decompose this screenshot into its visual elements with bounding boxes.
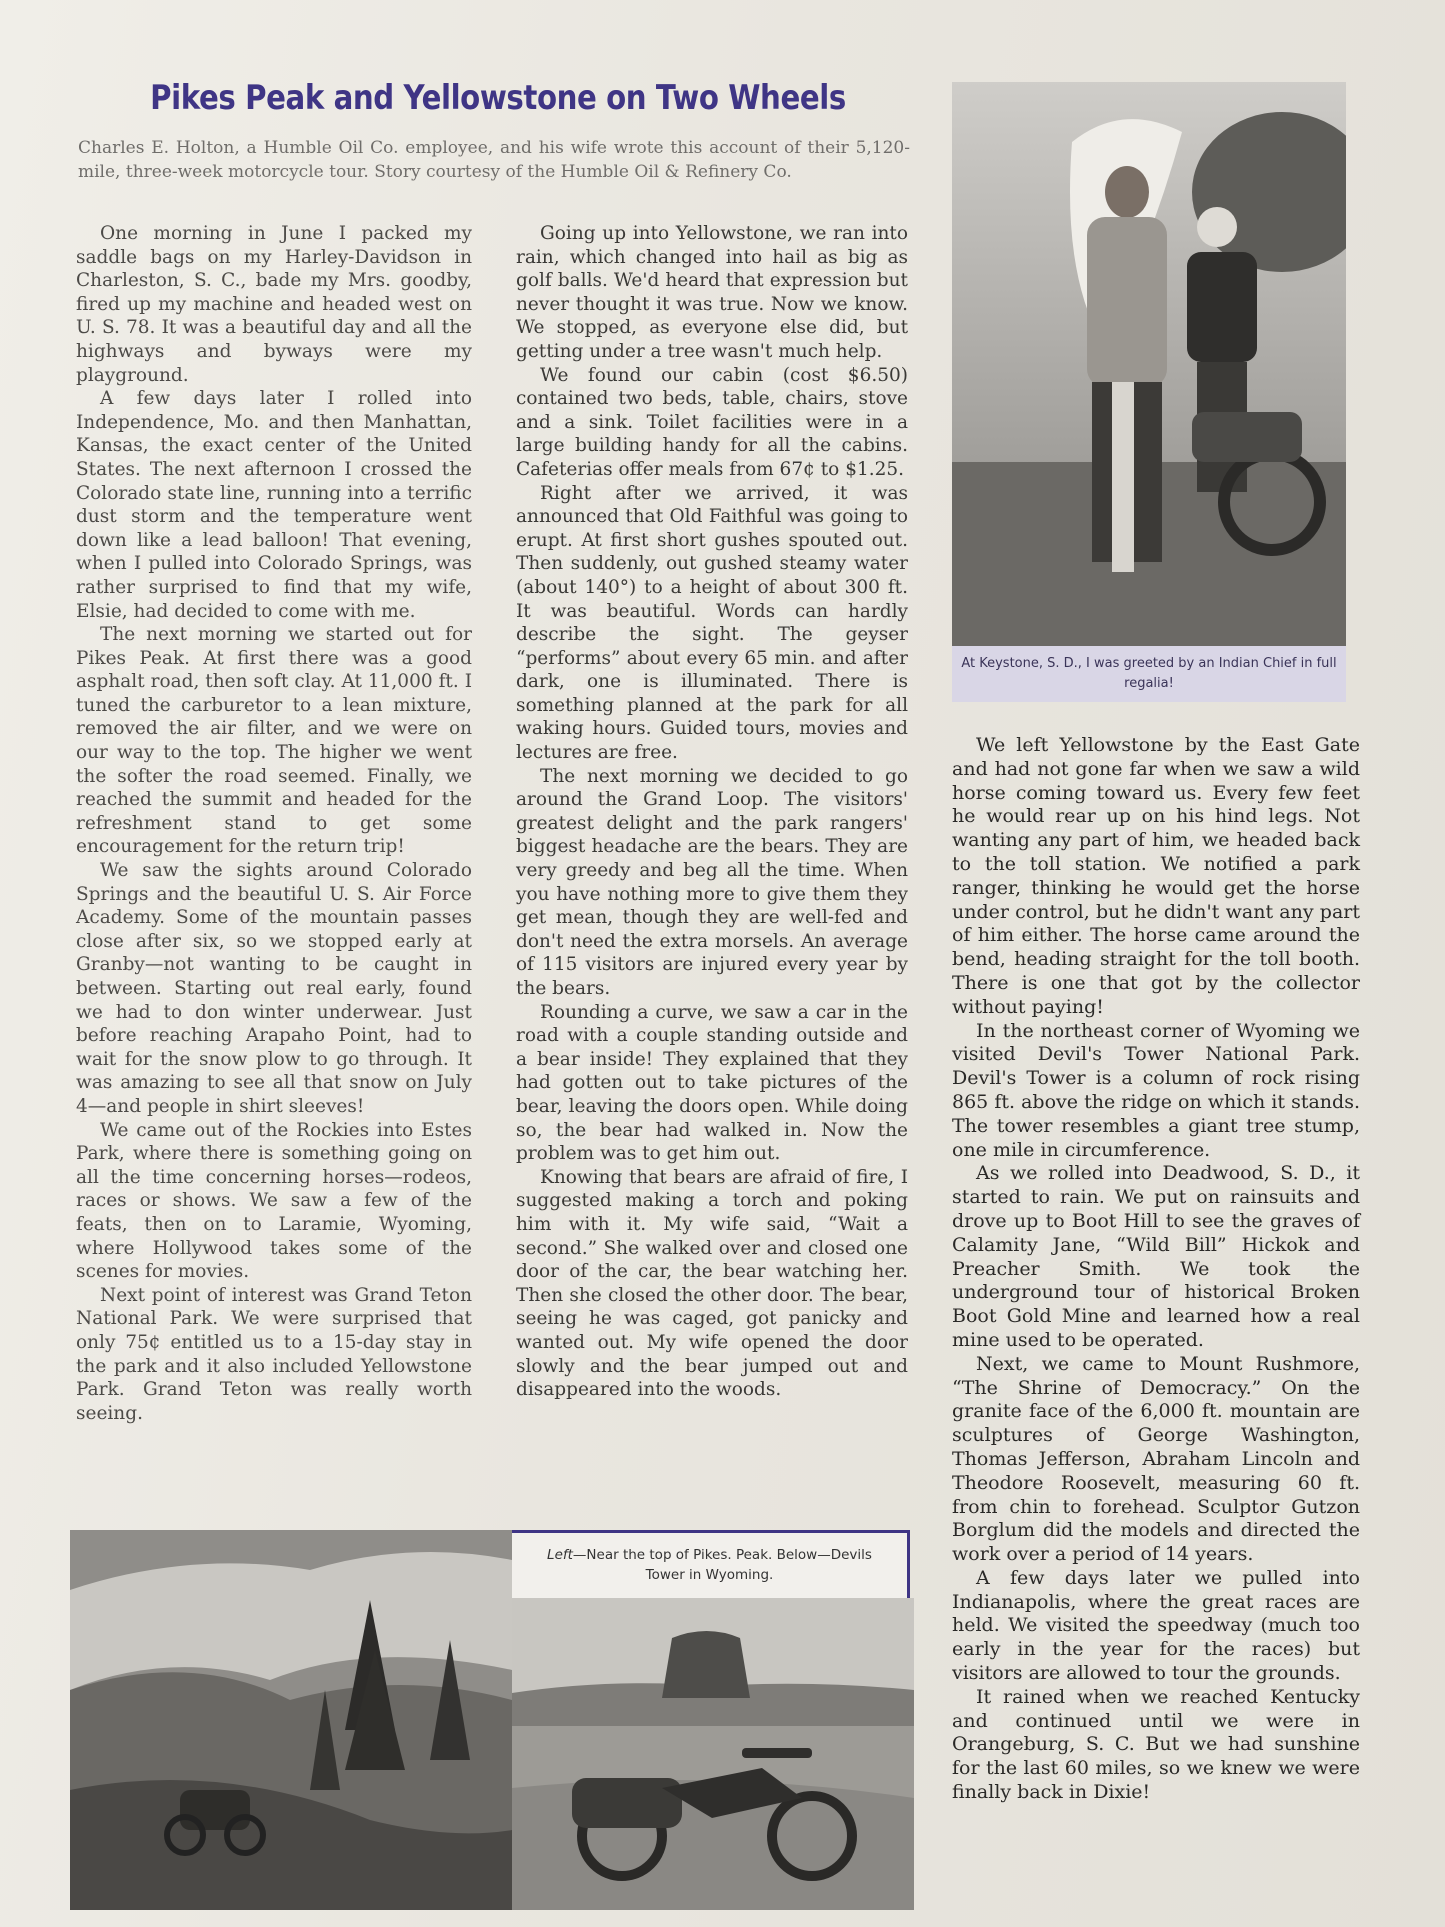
paragraph: It rained when we reached Kentucky and continued until we were in Orangeburg, S. C. But we had sunshine for the last 60 miles, so we knew we were finally back in Dixie! [952, 1685, 1360, 1804]
text-column-1 [76, 222, 472, 1425]
paragraph: Going up into Yellowstone, we ran into rain, which changed into hail as big as golf balls. We'd heard that expression but never thought it was true. Now we know. We stopped, as everyone else did, but getting under a tree wasn't much help. [516, 223, 908, 362]
article-intro: Charles E. Holton, a Humble Oil Co. employee, and his wife wrote this account of their 5,120-mile, three-week motorcycle tour. Story courtesy of the Humble Oil & Refinery Co. [78, 138, 910, 182]
caption-indian-chief: At Keystone, S. D., I was greeted by an Indian Chief in full regalia! [952, 646, 1346, 702]
paragraph: The next morning we started out for Pikes Peak. At first there was a good asphalt road, then soft clay. At 11,000 ft. I tuned the carburetor to a lean mixture, removed the air filter, and we were on our way to the top. The higher we went the softer the road seemed. Finally, we reached the summit and headed for the refreshment stand to get some encouragement for the return trip! [76, 624, 472, 858]
caption-lead: Left [547, 1547, 573, 1563]
paragraph: In the northeast corner of Wyoming we visited Devil's Tower National Park. Devil's Tower is a column of rock rising 865 ft. above the ridge on which it stands. The tower resembles a giant tree stump, one mile in circumference. [952, 1019, 1360, 1161]
paragraph: Rounding a curve, we saw a car in the road with a couple standing outside and a bear inside! They explained that they had gotten out to take pictures of the bear, leaving the doors open. While doing so, the bear had walked in. Now the problem was to get him out. [516, 1001, 908, 1165]
paragraph: We saw the sights around Colorado Springs and the beautiful U. S. Air Force Academy. Some of the mountain passes close after six, so we stopped early at Granby—not wanting to be caught in between. Starting out real early, found we had to don winter underwear. Just before reaching Arapaho Point, had to wait for the snow plow to go through. It was amazing to see all that snow on July 4—and people in shirt sleeves! [76, 860, 472, 1117]
paragraph: We left Yellowstone by the East Gate and had not gone far when we saw a wild horse coming toward us. Every few feet he would rear up on his hind legs. Not wanting any part of him, we headed back to the toll station. We notified a park ranger, thinking he would get the horse under control, but he didn't want any part of him either. The horse came around the bend, heading straight for the toll booth. There is one that got by the collector without paying! [952, 734, 1360, 1018]
photo-indian-chief [952, 82, 1346, 646]
caption-devils-tower [512, 1530, 910, 1598]
paragraph: A few days later I rolled into Independence, Mo. and then Manhattan, Kansas, the exact center of the United States. The next afternoon I crossed the Colorado state line, running into a terrific dust storm and the temperature went down like a lead balloon! That evening, when I pulled into Colorado Springs, was rather surprised to find that my wife, Elsie, had decided to come with me. [76, 388, 472, 622]
article-title: Pikes Peak and Yellowstone on Two Wheels [150, 78, 846, 118]
photo-devils-tower [512, 1598, 914, 1910]
paragraph: Right after we arrived, it was announced that Old Faithful was going to erupt. At first short gushes spouted out. Then suddenly, out gushed steamy water (about 140°) to a height of about 300 ft. It was beautiful. Words can hardly describe the sight. The geyser “performs” about every 65 min. and after dark, one is illuminated. There is something planned at the park for all waking hours. Guided tours, movies and lectures are free. [516, 482, 908, 764]
paragraph: As we rolled into Deadwood, S. D., it started to rain. We put on rainsuits and drove up to Boot Hill to see the graves of Calamity Jane, “Wild Bill” Hickok and Preacher Smith. We took the underground tour of historical Broken Boot Gold Mine and learned how a real mine used to be operated. [952, 1162, 1360, 1351]
paragraph: A few days later we pulled into Indianapolis, where the great races are held. We visited the speedway (much too early in the year for the races) but visitors are allowed to tour the grounds. [952, 1566, 1360, 1685]
paragraph: The next morning we decided to go around the Grand Loop. The visitors' greatest delight and the park rangers' biggest headache are the bears. They are very greedy and beg all the time. When you have nothing more to give them they get mean, though they are well-fed and don't need the extra morsels. An average of 115 visitors are injured every year by the bears. [516, 765, 908, 999]
paragraph: We came out of the Rockies into Estes Park, where there is something going on all the time concerning horses—rodeos, races or shows. We saw a few of the feats, then on to Laramie, Wyoming, where Hollywood takes some of the scenes for movies. [76, 1119, 472, 1283]
paragraph: Next, we came to Mount Rushmore, “The Shrine of Democracy.” On the granite face of the 6,000 ft. mountain are sculptures of George Washington, Thomas Jefferson, Abraham Lincoln and Theodore Roosevelt, measuring 60 ft. from chin to forehead. Sculptor Gutzon Borglum did the models and directed the work over a period of 14 years. [952, 1352, 1360, 1566]
text-column-3 [952, 734, 1360, 1805]
paragraph: Next point of interest was Grand Teton National Park. We were surprised that only 75¢ entitled us to a 15-day stay in the park and it also included Yellowstone Park. Grand Teton was really worth seeing. [76, 1284, 472, 1424]
paragraph: Knowing that bears are afraid of fire, I suggested making a torch and poking him with it. My wife said, “Wait a second.” She walked over and closed one door of the car, the bear watching her. Then she closed the other door. The bear, seeing he was caged, got panicky and wanted out. My wife opened the door slowly and the bear jumped out and disappeared into the woods. [516, 1166, 908, 1401]
caption-text: —Near the top of Pikes. Peak. Below—Devils Tower in Wyoming. [572, 1547, 872, 1583]
paragraph: One morning in June I packed my saddle bags on my Harley-Davidson in Charleston, S. C., bade my Mrs. goodby, fired up my machine and headed west on U. S. 78. It was a beautiful day and all the highways and byways were my playground. [76, 223, 472, 386]
photo-pikes-peak [70, 1530, 512, 1910]
paragraph: We found our cabin (cost $6.50) contained two beds, table, chairs, stove and a sink. Toilet facilities were in a large building handy for all the cabins. Cafeterias offer meals from 67¢ to $1.25. [516, 364, 908, 480]
text-column-2 [516, 222, 908, 1402]
